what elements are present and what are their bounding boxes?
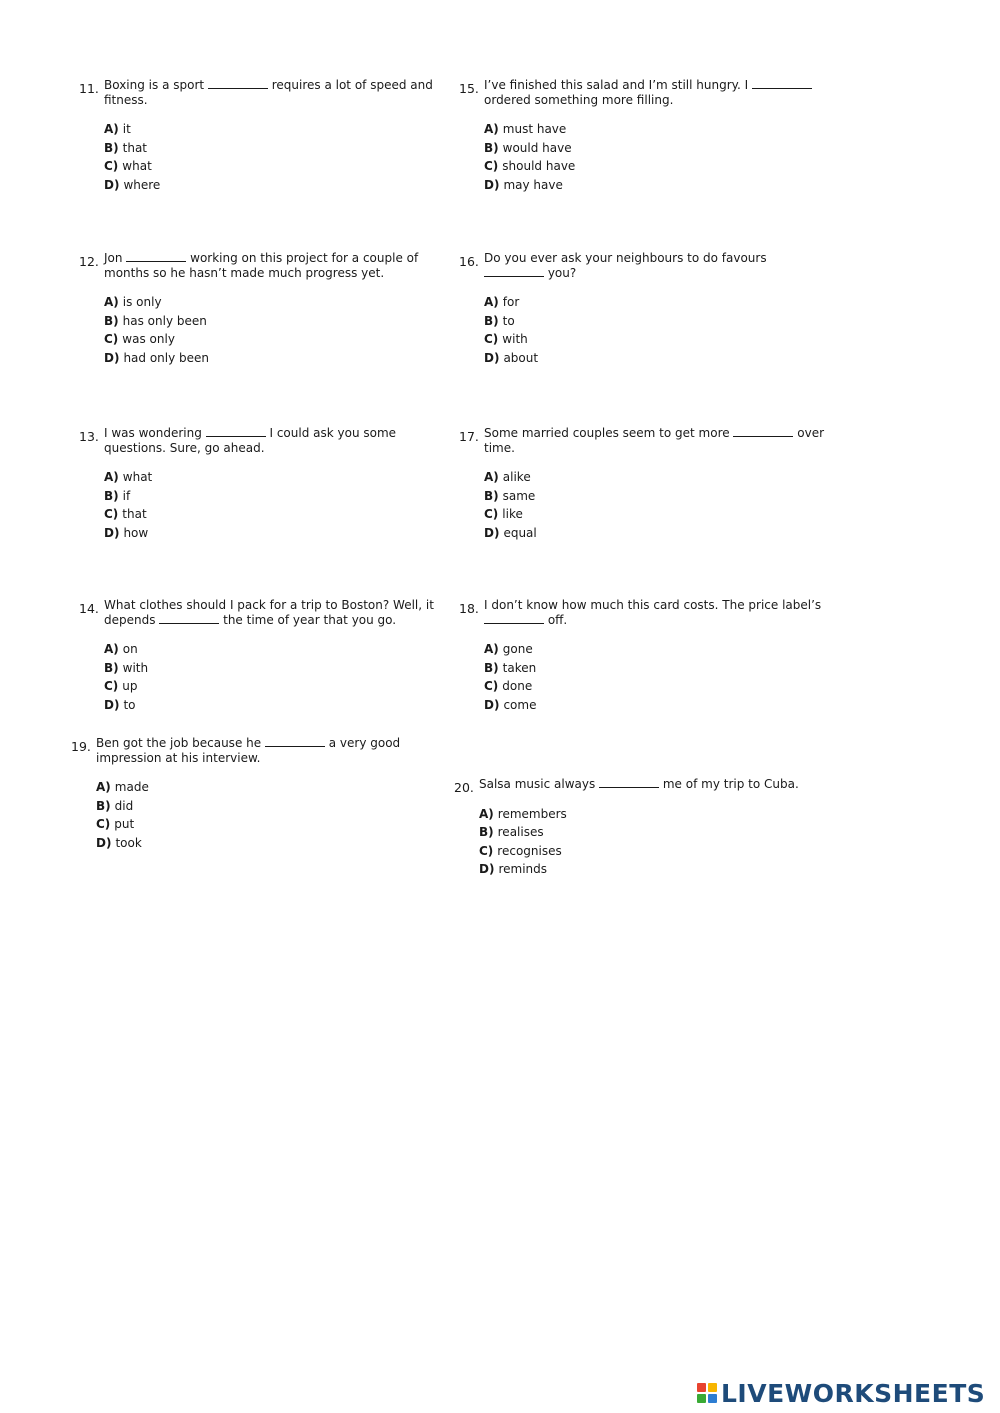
- option-item[interactable]: [484, 312, 829, 331]
- logo-square-red: [697, 1383, 706, 1392]
- option-letter: B): [484, 488, 499, 503]
- option-text: that: [122, 507, 147, 522]
- option-item[interactable]: [484, 293, 829, 312]
- option-item[interactable]: [479, 842, 824, 861]
- option-item[interactable]: [484, 677, 829, 696]
- option-item[interactable]: [484, 640, 829, 659]
- stem-text-after: I could ask you some questions. Sure, go ahead.: [104, 426, 397, 455]
- question-17: [459, 426, 829, 542]
- option-item[interactable]: [479, 823, 824, 842]
- option-text: was only: [122, 332, 175, 347]
- option-letter: B): [104, 140, 119, 155]
- question-stem: [96, 736, 441, 765]
- stem-text-before: Do you ever ask your neighbours to do favours: [484, 251, 767, 265]
- option-item[interactable]: [104, 312, 449, 331]
- option-item[interactable]: [104, 176, 449, 195]
- option-letter: D): [484, 697, 500, 712]
- option-letter: D): [484, 177, 500, 192]
- option-text: is only: [122, 295, 162, 309]
- option-text: where: [123, 177, 161, 192]
- option-text: should have: [502, 159, 576, 174]
- option-text: it: [122, 122, 131, 136]
- option-letter: B): [104, 313, 119, 328]
- stem-text-before: What clothes should I pack for a trip to Boston? Well, it depends: [104, 598, 434, 627]
- question-stem: [484, 251, 829, 280]
- question-number: 16.: [459, 254, 479, 269]
- answer-blank[interactable]: [206, 426, 266, 437]
- logo-icon: [697, 1383, 717, 1403]
- option-item[interactable]: [479, 860, 824, 879]
- question-number: 12.: [79, 254, 99, 269]
- option-item[interactable]: [104, 696, 449, 715]
- option-letter: C): [479, 843, 494, 858]
- question-stem: [484, 78, 829, 107]
- option-letter: B): [479, 825, 494, 840]
- question-18: [459, 598, 829, 714]
- question-20: [454, 777, 824, 879]
- option-letter: C): [96, 817, 111, 832]
- option-letter: D): [484, 350, 500, 365]
- stem-text-after: me of my trip to Cuba.: [659, 777, 799, 791]
- option-text: may have: [503, 177, 563, 192]
- option-item[interactable]: [96, 815, 441, 834]
- option-letter: A): [104, 470, 119, 484]
- option-letter: B): [484, 313, 499, 328]
- stem-text-before: I’ve finished this salad and I’m still hungry. I: [484, 78, 753, 92]
- option-item[interactable]: [484, 487, 829, 506]
- option-letter: A): [104, 642, 119, 656]
- option-item[interactable]: [104, 157, 449, 176]
- question-stem: [104, 78, 449, 107]
- option-text: took: [115, 835, 142, 850]
- option-item[interactable]: [479, 805, 824, 824]
- logo-square-yellow: [708, 1383, 717, 1392]
- stem-text-before: I was wondering: [104, 426, 206, 440]
- option-text: on: [122, 642, 138, 656]
- question-number: 11.: [79, 81, 99, 96]
- option-letter: A): [104, 295, 119, 309]
- question-stem: [104, 251, 449, 280]
- option-letter: A): [479, 806, 494, 821]
- option-text: taken: [502, 660, 537, 675]
- option-text: would have: [502, 140, 572, 155]
- options-list: [479, 805, 824, 879]
- question-number: 15.: [459, 81, 479, 96]
- option-letter: C): [484, 159, 499, 174]
- option-text: put: [114, 817, 135, 832]
- option-text: what: [122, 470, 153, 484]
- answer-blank[interactable]: [159, 613, 219, 624]
- option-item[interactable]: [104, 120, 449, 139]
- stem-text-after: working on this project for a couple of months so he hasn’t made much progress yet.: [104, 251, 419, 280]
- option-letter: C): [484, 507, 499, 522]
- option-letter: A): [104, 122, 119, 136]
- option-letter: D): [104, 697, 120, 712]
- option-letter: B): [104, 660, 119, 675]
- option-item[interactable]: [484, 349, 829, 368]
- question-12: [79, 251, 449, 367]
- option-item[interactable]: [104, 524, 449, 543]
- option-text: recognises: [497, 843, 562, 858]
- option-item[interactable]: [484, 176, 829, 195]
- answer-blank[interactable]: [126, 251, 186, 262]
- question-number: 17.: [459, 429, 479, 444]
- option-text: made: [114, 780, 149, 794]
- option-item[interactable]: [484, 120, 829, 139]
- options-list: [104, 120, 449, 194]
- option-text: had only been: [123, 350, 210, 365]
- option-item[interactable]: [484, 330, 829, 349]
- option-letter: A): [484, 470, 499, 484]
- option-text: alike: [502, 470, 531, 484]
- option-text: gone: [502, 642, 533, 656]
- option-letter: B): [96, 798, 111, 813]
- option-item[interactable]: [484, 505, 829, 524]
- option-letter: D): [484, 525, 500, 540]
- stem-text-after: a very good impression at his interview.: [96, 736, 401, 765]
- option-item[interactable]: [104, 677, 449, 696]
- question-15: [459, 78, 829, 194]
- options-list: [484, 120, 829, 194]
- stem-text-after: over time.: [484, 426, 825, 455]
- option-letter: D): [104, 177, 120, 192]
- logo-square-blue: [708, 1394, 717, 1403]
- question-number: 20.: [454, 780, 474, 795]
- option-letter: A): [484, 642, 499, 656]
- option-item[interactable]: [104, 505, 449, 524]
- option-item[interactable]: [104, 293, 449, 312]
- stem-text-after: ordered something more filling.: [484, 92, 674, 107]
- answer-blank[interactable]: [484, 613, 544, 624]
- question-16: [459, 251, 829, 367]
- stem-text-after: the time of year that you go.: [219, 612, 397, 627]
- stem-text-after: off.: [544, 612, 568, 627]
- stem-text-after: you?: [544, 265, 577, 280]
- option-text: reminds: [498, 862, 548, 877]
- options-list: [104, 640, 449, 714]
- options-list: [96, 778, 441, 852]
- stem-text-before: Salsa music always: [479, 777, 600, 791]
- option-letter: D): [479, 862, 495, 877]
- logo-square-green: [697, 1394, 706, 1403]
- stem-text-before: Ben got the job because he: [96, 736, 265, 750]
- answer-blank[interactable]: [752, 78, 812, 89]
- options-list: [484, 468, 829, 542]
- option-letter: B): [104, 488, 119, 503]
- option-letter: A): [484, 295, 499, 309]
- option-letter: C): [104, 507, 119, 522]
- option-text: what: [122, 159, 152, 174]
- option-item[interactable]: [104, 139, 449, 158]
- option-text: to: [502, 313, 515, 328]
- option-letter: D): [104, 350, 120, 365]
- options-list: [484, 293, 829, 367]
- option-item[interactable]: [96, 834, 441, 853]
- option-text: equal: [503, 525, 537, 540]
- question-stem: [484, 426, 829, 455]
- question-number: 13.: [79, 429, 99, 444]
- stem-text-before: Some married couples seem to get more: [484, 426, 734, 440]
- question-stem: [479, 777, 824, 792]
- logo-text: LIVEWORKSHEETS: [721, 1378, 986, 1408]
- answer-blank[interactable]: [599, 777, 659, 788]
- option-text: like: [502, 507, 523, 522]
- option-letter: C): [104, 332, 119, 347]
- option-text: how: [123, 525, 149, 540]
- option-text: must have: [502, 122, 567, 136]
- options-list: [484, 640, 829, 714]
- option-letter: C): [104, 159, 119, 174]
- option-item[interactable]: [484, 696, 829, 715]
- option-item[interactable]: [104, 468, 449, 487]
- option-letter: A): [484, 122, 499, 136]
- option-item[interactable]: [104, 487, 449, 506]
- option-letter: B): [484, 660, 499, 675]
- answer-blank[interactable]: [484, 266, 544, 277]
- option-text: about: [503, 350, 539, 365]
- question-number: 18.: [459, 601, 479, 616]
- option-text: to: [123, 697, 136, 712]
- option-letter: A): [96, 780, 111, 794]
- question-stem: [484, 598, 829, 627]
- question-19: [71, 736, 441, 852]
- option-item[interactable]: [484, 524, 829, 543]
- option-item[interactable]: [104, 659, 449, 678]
- option-text: same: [502, 488, 536, 503]
- option-text: up: [122, 679, 138, 694]
- options-list: [104, 468, 449, 542]
- option-letter: C): [484, 332, 499, 347]
- option-text: has only been: [122, 313, 207, 328]
- option-item[interactable]: [96, 797, 441, 816]
- question-13: [79, 426, 449, 542]
- question-11: [79, 78, 449, 194]
- question-14: [79, 598, 449, 714]
- answer-blank[interactable]: [733, 426, 793, 437]
- option-item[interactable]: [96, 778, 441, 797]
- option-item[interactable]: [484, 468, 829, 487]
- option-letter: D): [104, 525, 120, 540]
- option-letter: B): [484, 140, 499, 155]
- option-text: with: [122, 660, 149, 675]
- option-text: did: [114, 798, 134, 813]
- option-item[interactable]: [104, 330, 449, 349]
- question-number: 19.: [71, 739, 91, 754]
- question-stem: [104, 598, 449, 627]
- option-item[interactable]: [484, 157, 829, 176]
- option-letter: D): [96, 835, 112, 850]
- stem-text-before: I don’t know how much this card costs. The price label’s: [484, 598, 822, 612]
- option-text: if: [122, 488, 131, 503]
- options-list: [104, 293, 449, 367]
- option-text: that: [122, 140, 148, 155]
- option-letter: C): [104, 679, 119, 694]
- stem-text-before: Jon: [104, 251, 127, 265]
- option-item[interactable]: [484, 659, 829, 678]
- option-text: remembers: [497, 806, 567, 821]
- answer-blank[interactable]: [208, 78, 268, 89]
- option-item[interactable]: [104, 349, 449, 368]
- answer-blank[interactable]: [265, 736, 325, 747]
- question-number: 14.: [79, 601, 99, 616]
- question-stem: [104, 426, 449, 455]
- option-text: realises: [497, 825, 544, 840]
- option-text: with: [502, 332, 528, 347]
- option-letter: C): [484, 679, 499, 694]
- option-item[interactable]: [104, 640, 449, 659]
- option-text: for: [502, 295, 520, 309]
- stem-text-after: requires a lot of speed and fitness.: [104, 78, 433, 107]
- option-text: come: [503, 697, 537, 712]
- stem-text-before: Boxing is a sport: [104, 78, 208, 92]
- liveworksheets-logo[interactable]: [697, 1377, 985, 1409]
- option-text: done: [502, 679, 533, 694]
- option-item[interactable]: [484, 139, 829, 158]
